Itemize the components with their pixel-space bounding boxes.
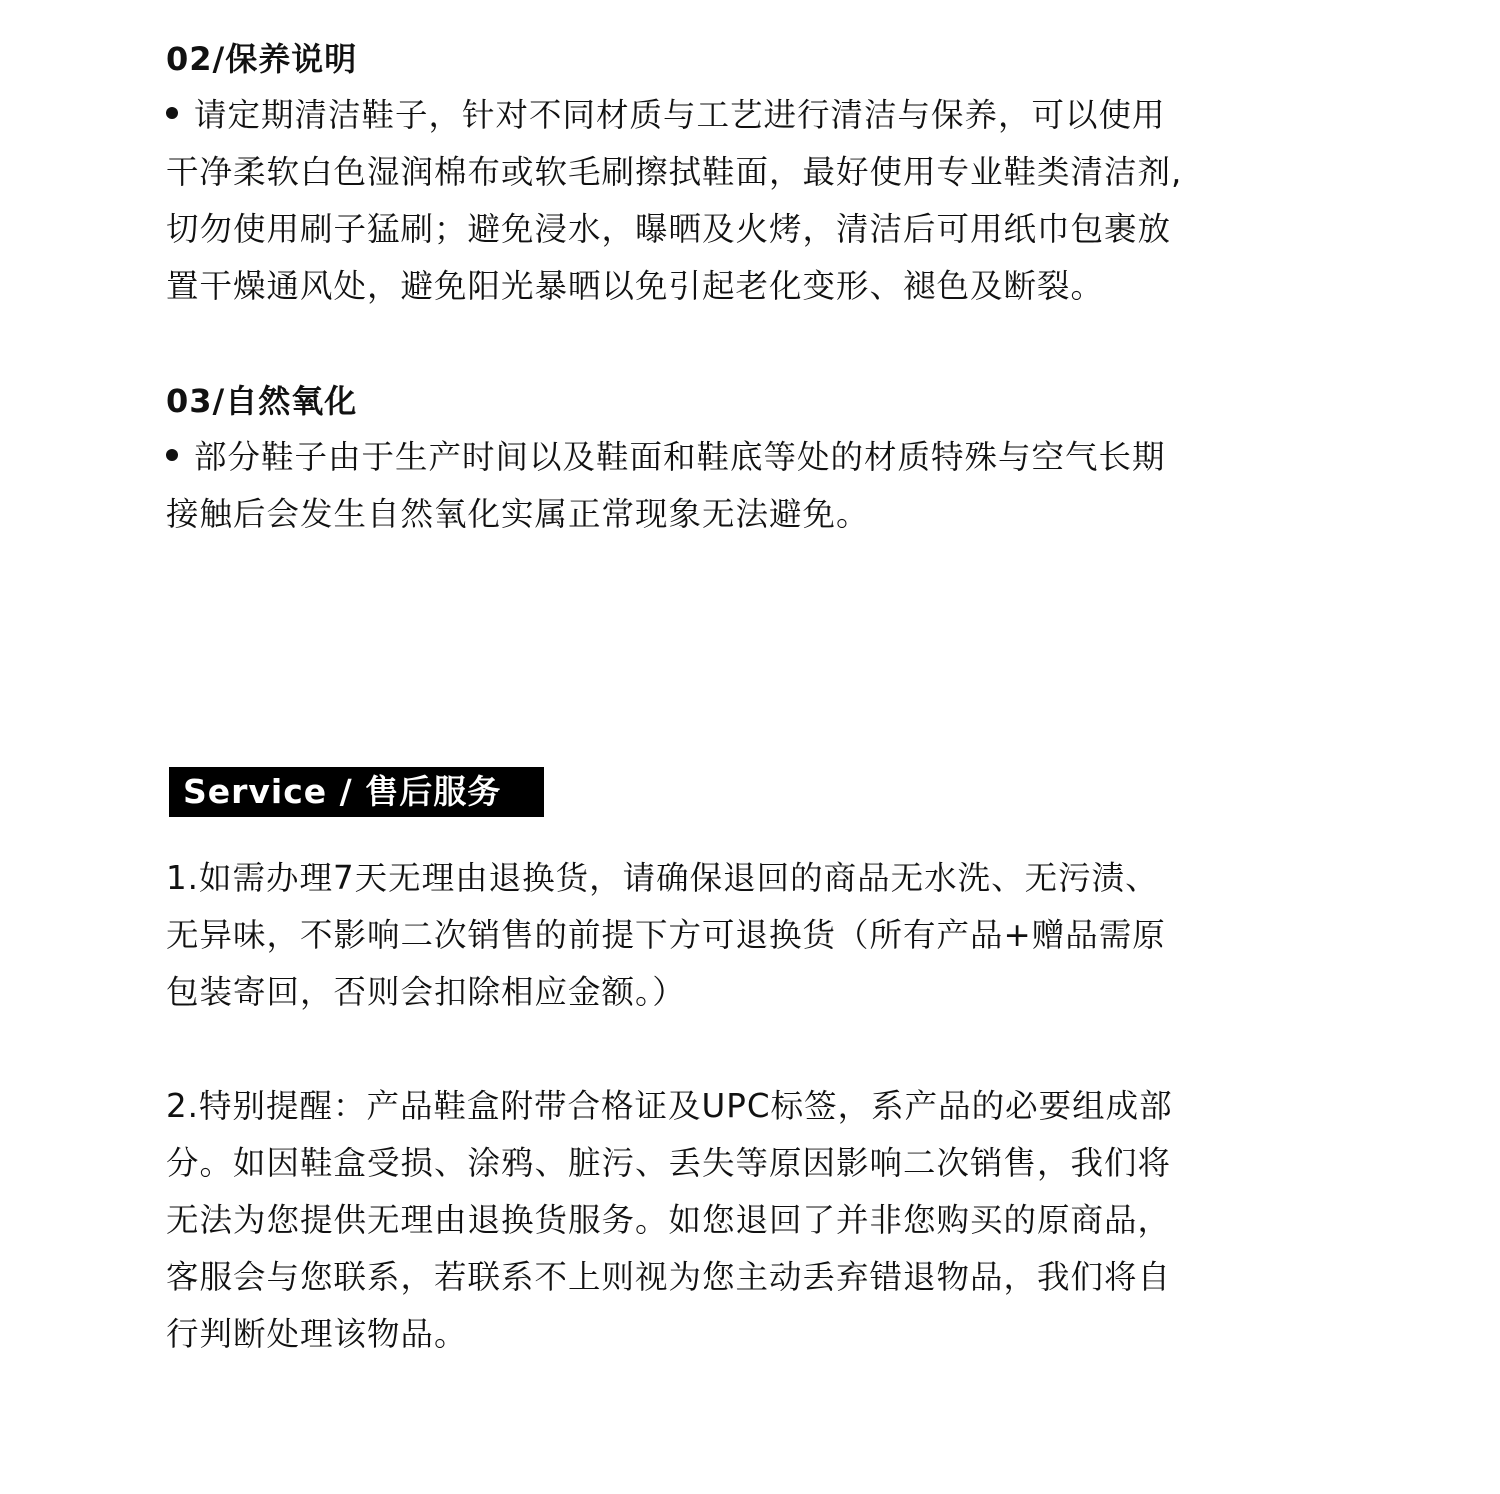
service-item-1-line-1: 1.如需办理7天无理由退换货，请确保退回的商品无水洗、无污渍、 bbox=[166, 859, 1159, 897]
oxidation-heading: 03/自然氧化 bbox=[166, 382, 358, 420]
service-item-1-line-2: 无异味，不影响二次销售的前提下方可退换货（所有产品+赠品需原 bbox=[166, 916, 1166, 954]
oxidation-paragraph bbox=[166, 429, 1356, 543]
oxidation-line-2: 接触后会发生自然氧化实属正常现象无法避免。 bbox=[166, 495, 870, 533]
care-line-4: 置干燥通风处，避免阳光暴晒以免引起老化变形、褪色及断裂。 bbox=[166, 267, 1105, 305]
service-item-2-line-5: 行判断处理该物品。 bbox=[166, 1315, 468, 1353]
bullet-icon bbox=[166, 449, 178, 461]
service-item-2-line-3: 无法为您提供无理由退换货服务。如您退回了并非您购买的原商品， bbox=[166, 1201, 1172, 1239]
bullet-icon bbox=[166, 107, 178, 119]
service-item-2 bbox=[166, 1078, 1356, 1363]
care-line-3: 切勿使用刷子猛刷；避免浸水，曝晒及火烤，清洁后可用纸巾包裹放 bbox=[166, 210, 1172, 248]
service-item-2-line-4: 客服会与您联系，若联系不上则视为您主动丢弃错退物品，我们将自 bbox=[166, 1258, 1172, 1296]
care-line-2: 干净柔软白色湿润棉布或软毛刷擦拭鞋面，最好使用专业鞋类清洁剂, bbox=[166, 153, 1183, 191]
service-item-1-line-3: 包装寄回，否则会扣除相应金额。） bbox=[166, 973, 686, 1011]
service-item-2-line-2: 分。如因鞋盒受损、涂鸦、脏污、丢失等原因影响二次销售，我们将 bbox=[166, 1144, 1172, 1182]
care-paragraph bbox=[166, 87, 1356, 315]
service-item-1 bbox=[166, 850, 1356, 1021]
service-item-2-line-1: 2.特别提醒：产品鞋盒附带合格证及UPC标签，系产品的必要组成部 bbox=[166, 1087, 1173, 1125]
care-heading: 02/保养说明 bbox=[166, 40, 358, 78]
service-banner: Service / 售后服务 bbox=[169, 767, 544, 817]
oxidation-line-1: 部分鞋子由于生产时间以及鞋面和鞋底等处的材质特殊与空气长期 bbox=[166, 429, 1356, 486]
care-line-1: 请定期清洁鞋子，针对不同材质与工艺进行清洁与保养，可以使用 bbox=[166, 87, 1356, 144]
